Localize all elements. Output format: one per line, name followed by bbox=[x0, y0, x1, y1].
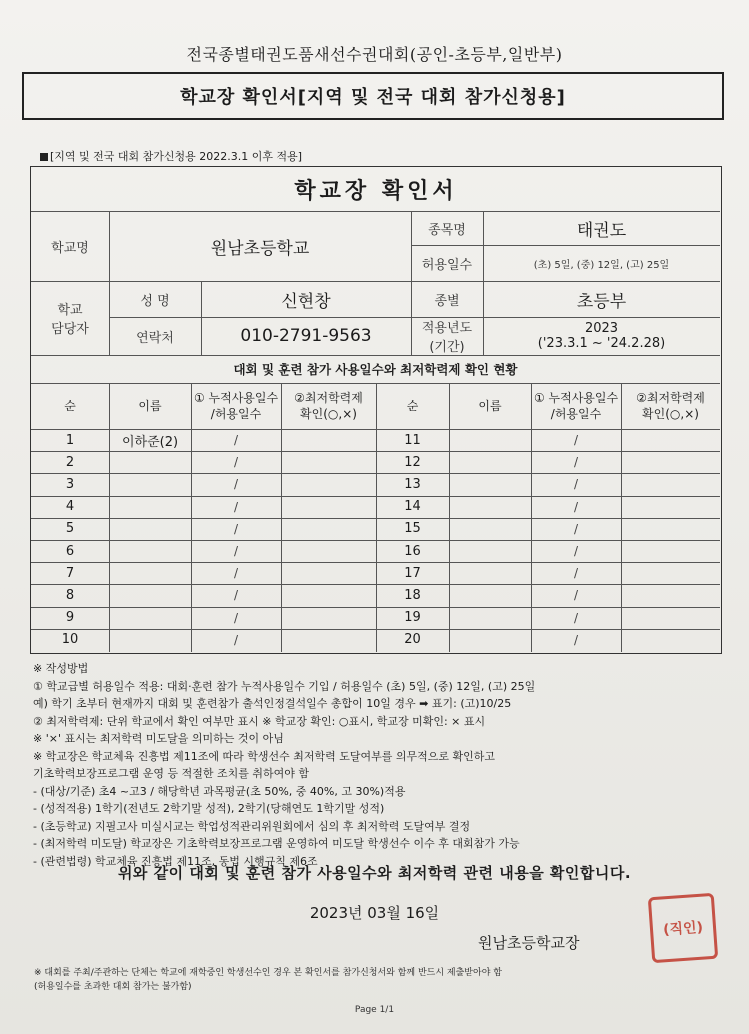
row-number: 17 bbox=[404, 565, 421, 581]
row-name bbox=[449, 562, 531, 584]
row-days: / bbox=[573, 455, 579, 470]
header-min-line1: ②최저학력제 bbox=[294, 391, 363, 405]
header-min-line1: ②최저학력제 bbox=[636, 391, 705, 405]
row-name bbox=[449, 607, 531, 629]
row-days: / bbox=[573, 433, 579, 448]
row-name bbox=[109, 607, 191, 629]
manager-label-line1: 학교 bbox=[57, 303, 83, 318]
row-days: / bbox=[233, 455, 239, 470]
row-days: / bbox=[573, 632, 579, 647]
divider bbox=[31, 496, 720, 497]
row-min-academic bbox=[281, 540, 376, 562]
notice bbox=[40, 148, 302, 164]
row-number: 18 bbox=[404, 587, 421, 603]
row-number: 3 bbox=[65, 476, 75, 492]
row-number: 13 bbox=[404, 476, 421, 492]
section-title: 대회 및 훈련 참가 사용일수와 최저학력제 확인 현황 bbox=[233, 362, 518, 377]
instruction-line: 기초학력보장프로그램 운영 등 적절한 조치를 취하여야 함 bbox=[33, 767, 310, 780]
header-name: 이름 bbox=[138, 399, 162, 413]
row-days: / bbox=[233, 610, 239, 625]
row-min-academic bbox=[281, 473, 376, 495]
row-min-academic bbox=[281, 451, 376, 473]
row-days: / bbox=[573, 477, 579, 492]
instruction-line: - (성적적용) 1학기(전년도 2학기말 성적), 2학기(당해연도 1학기말 성적) bbox=[33, 802, 385, 815]
row-days: / bbox=[233, 632, 239, 647]
row-min-academic bbox=[621, 629, 720, 651]
row-number: 15 bbox=[404, 521, 421, 537]
allowed-days-value: (초) 5일, (중) 12일, (고) 25일 bbox=[533, 259, 670, 271]
name-label: 성 명 bbox=[140, 293, 170, 309]
row-name bbox=[449, 473, 531, 495]
row-min-academic bbox=[621, 562, 720, 584]
manager-label-line2: 담당자 bbox=[51, 322, 89, 337]
row-min-academic bbox=[621, 451, 720, 473]
instruction-line: ② 최저학력제: 단위 학교에서 확인 여부만 표시 ※ 학교장 확인: ○표시, 학교장 미확인: × 표시 bbox=[33, 714, 486, 728]
row-min-academic bbox=[621, 540, 720, 562]
header-min-line2: 확인(○,×) bbox=[642, 407, 699, 421]
row-name: 이하준(2) bbox=[121, 434, 179, 450]
row-number: 12 bbox=[404, 454, 421, 470]
division-value: 초등부 bbox=[576, 291, 627, 312]
confirmation-form bbox=[30, 166, 722, 654]
row-days: / bbox=[573, 544, 579, 559]
header-days-line2: /허용일수 bbox=[550, 407, 602, 421]
instruction-line: - (대상/기준) 초4 ~고3 / 해당학년 과목평균(초 50%, 중 40%, 고 30%)적용 bbox=[33, 784, 406, 798]
allowed-days-label: 허용일수 bbox=[421, 257, 473, 273]
divider bbox=[31, 540, 720, 541]
year-value bbox=[483, 317, 720, 355]
row-days: / bbox=[233, 433, 239, 448]
row-days: / bbox=[573, 588, 579, 603]
instruction-line: - (초등학교) 지필고사 미실시교는 학업성적관리위원회에서 심의 후 최저학력 도달여부 결정 bbox=[33, 819, 471, 833]
instruction-line: 예) 학기 초부터 현재까지 대회 및 훈련참가 출석인정결석일수 총합이 10일 경우 ➡ 표기: (고)10/25 bbox=[33, 697, 512, 710]
header-days-line1: ① 누적사용일수 bbox=[533, 391, 619, 405]
divider bbox=[31, 451, 720, 452]
header-days-line1: ① 누적사용일수 bbox=[193, 391, 279, 405]
divider bbox=[31, 473, 720, 474]
row-days: / bbox=[573, 610, 579, 625]
row-min-academic bbox=[621, 584, 720, 606]
instruction-line: ※ 작성방법 bbox=[33, 662, 89, 675]
row-days: / bbox=[233, 566, 239, 581]
row-min-academic bbox=[281, 429, 376, 451]
row-number: 5 bbox=[65, 521, 75, 537]
instructions bbox=[33, 660, 723, 870]
row-name bbox=[109, 540, 191, 562]
row-number: 19 bbox=[404, 610, 421, 626]
main-title: 학교장 확인서[지역 및 전국 대회 참가신청용] bbox=[22, 72, 724, 120]
contact-value: 010-2791-9563 bbox=[240, 326, 372, 346]
row-name bbox=[449, 451, 531, 473]
row-number: 14 bbox=[404, 499, 421, 515]
issue-date: 2023년 03월 16일 bbox=[309, 904, 440, 922]
header-min-line2: 확인(○,×) bbox=[300, 407, 357, 421]
row-min-academic bbox=[621, 473, 720, 495]
row-name bbox=[449, 629, 531, 651]
row-days: / bbox=[233, 477, 239, 492]
row-number: 16 bbox=[404, 543, 421, 559]
divider bbox=[31, 518, 720, 519]
sport-label: 종목명 bbox=[428, 222, 466, 238]
divider bbox=[31, 629, 720, 630]
row-min-academic bbox=[281, 629, 376, 651]
header-days-line2: /허용일수 bbox=[210, 407, 262, 421]
row-number: 11 bbox=[404, 432, 421, 448]
footnote-line2: (허용일수를 초과한 대회 참가는 불가함) bbox=[34, 982, 192, 992]
row-min-academic bbox=[281, 496, 376, 518]
contact-label: 연락처 bbox=[136, 330, 174, 346]
sport-value: 태권도 bbox=[576, 220, 627, 241]
header-name: 이름 bbox=[478, 399, 502, 413]
row-name bbox=[449, 496, 531, 518]
row-number: 8 bbox=[65, 587, 75, 603]
instruction-line: ① 학교급별 허용일수 적용: 대회·훈련 참가 누적사용일수 기입 / 허용일수 (초) 5일, (중) 12일, (고) 25일 bbox=[33, 679, 536, 693]
header-min-academic bbox=[621, 383, 720, 429]
row-number: 2 bbox=[65, 454, 75, 470]
form-title: 학교장 확인서 bbox=[294, 178, 458, 204]
row-name bbox=[109, 496, 191, 518]
header-days bbox=[191, 383, 281, 429]
row-days: / bbox=[573, 566, 579, 581]
row-min-academic bbox=[621, 429, 720, 451]
row-min-academic bbox=[621, 496, 720, 518]
row-number: 4 bbox=[65, 499, 75, 515]
row-min-academic bbox=[621, 607, 720, 629]
row-name bbox=[449, 540, 531, 562]
row-number: 1 bbox=[65, 432, 75, 448]
year-label-line1: 적용년도 bbox=[421, 321, 473, 336]
row-min-academic bbox=[281, 584, 376, 606]
principal-name: 원남초등학교장 bbox=[478, 934, 580, 952]
instruction-line: ※ '×' 표시는 최저학력 미도달을 의미하는 것이 아님 bbox=[33, 732, 284, 745]
school-label: 학교명 bbox=[51, 240, 89, 256]
instruction-line: - (최저학력 미도달) 학교장은 기초학력보장프로그램 운영하여 미도달 학생선수 이수 후 대회참가 가능 bbox=[33, 837, 520, 850]
confirmation-statement: 위와 같이 대회 및 훈련 참가 사용일수와 최저학력 관련 내용을 확인합니다. bbox=[117, 864, 632, 882]
row-days: / bbox=[233, 521, 239, 536]
divider bbox=[31, 584, 720, 585]
year-number: 2023 bbox=[584, 321, 619, 336]
row-name bbox=[449, 518, 531, 540]
header-min-academic bbox=[281, 383, 376, 429]
square-bullet-icon bbox=[40, 153, 48, 161]
row-min-academic bbox=[281, 518, 376, 540]
event-title: 전국종별태권도품새선수권대회(공인-초등부,일반부) bbox=[186, 45, 563, 64]
row-days: / bbox=[573, 521, 579, 536]
header-no: 순 bbox=[64, 399, 76, 413]
row-name bbox=[109, 451, 191, 473]
row-name bbox=[109, 473, 191, 495]
row-min-academic bbox=[281, 607, 376, 629]
row-number: 10 bbox=[61, 632, 79, 648]
school-name: 원남초등학교 bbox=[210, 238, 310, 259]
row-days: / bbox=[233, 544, 239, 559]
row-name bbox=[109, 562, 191, 584]
year-label bbox=[411, 317, 483, 355]
row-number: 6 bbox=[65, 543, 75, 559]
header-no: 순 bbox=[406, 399, 419, 413]
row-min-academic bbox=[621, 518, 720, 540]
row-days: / bbox=[233, 499, 239, 514]
row-name bbox=[109, 584, 191, 606]
year-period: ('23.3.1 ~ '24.2.28) bbox=[537, 336, 666, 351]
row-days: / bbox=[573, 499, 579, 514]
manager-name: 신현창 bbox=[281, 291, 331, 312]
row-name bbox=[449, 429, 531, 451]
header-days bbox=[531, 383, 621, 429]
footnote bbox=[34, 966, 502, 994]
division-label: 종별 bbox=[434, 293, 460, 309]
row-min-academic bbox=[281, 562, 376, 584]
row-number: 9 bbox=[65, 610, 75, 626]
divider bbox=[31, 607, 720, 608]
page-number: Page 1/1 bbox=[354, 1005, 395, 1015]
row-number: 20 bbox=[404, 632, 421, 648]
official-seal-stamp: (직인) bbox=[648, 893, 718, 963]
row-days: / bbox=[233, 588, 239, 603]
row-name bbox=[109, 518, 191, 540]
footnote-line1: ※ 대회를 주최/주관하는 단체는 학교에 재학중인 학생선수인 경우 본 확인서를 참가신청서와 함께 반드시 제출받아야 함 bbox=[34, 968, 502, 978]
row-number: 7 bbox=[65, 565, 75, 581]
row-name bbox=[109, 629, 191, 651]
notice-text: [지역 및 전국 대회 참가신청용 2022.3.1 이후 적용] bbox=[50, 150, 303, 163]
manager-label bbox=[31, 281, 109, 355]
row-name bbox=[449, 584, 531, 606]
year-label-line2: (기간) bbox=[429, 340, 465, 355]
divider bbox=[31, 562, 720, 563]
instruction-line: ※ 학교장은 학교체육 진흥법 제11조에 따라 학생선수 최저학력 도달여부를 의무적으로 확인하고 bbox=[33, 749, 495, 763]
instruction-line: - (관련법령) 학교체육 진흥법 제11조, 동법 시행규칙 제6조 bbox=[33, 854, 318, 868]
